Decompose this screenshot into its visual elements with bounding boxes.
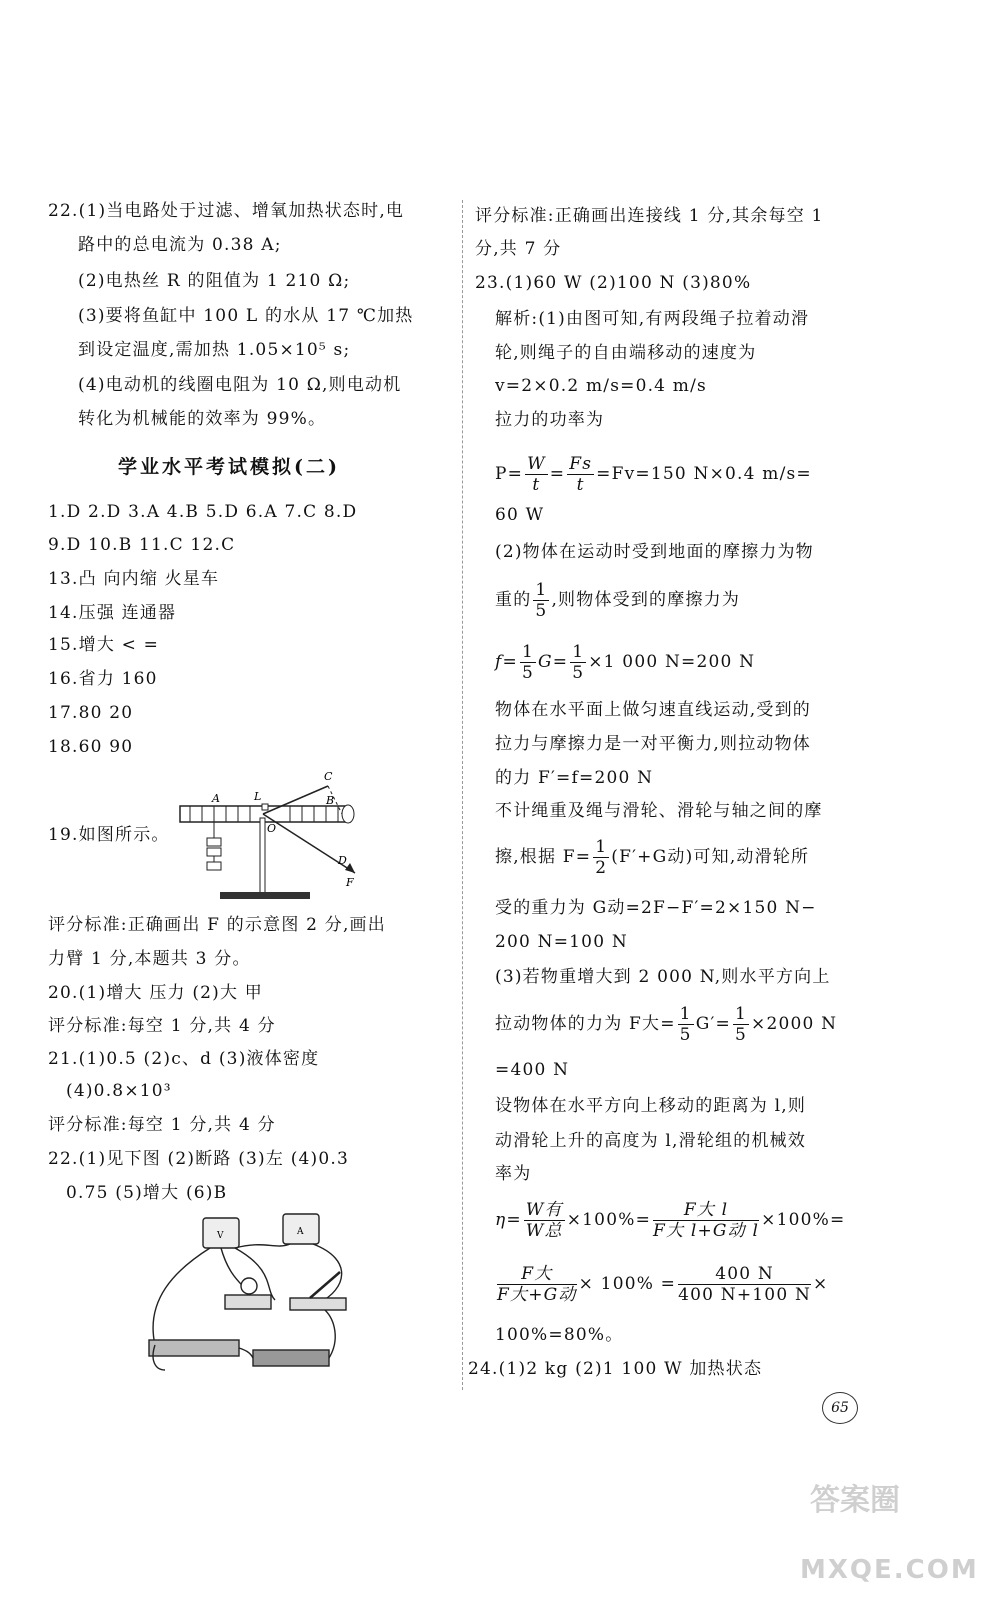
answer-line: 9.D 10.B 11.C 12.C bbox=[48, 535, 236, 555]
analysis-line: 轮,则绳子的自由端移动的速度为 bbox=[495, 343, 757, 363]
watermark: 答案圈 bbox=[810, 1483, 900, 1518]
voltmeter-label: V bbox=[217, 1231, 224, 1241]
q19-text: 19.如图所示。 bbox=[48, 825, 170, 845]
label-b: B bbox=[326, 794, 335, 807]
efficiency-formula-2: $\frac{\text{F大}}{\text{F大+G动}}$ × 100% = $\frac{400 N}{400 N+100 N}$ × bbox=[497, 1264, 829, 1305]
analysis-line: (3)若物重增大到 2 000 N,则水平方向上 bbox=[495, 967, 831, 987]
analysis-line: (2)物体在运动时受到地面的摩擦力为物 bbox=[495, 542, 814, 562]
analysis-line: 拉力的功率为 bbox=[495, 410, 605, 430]
answer-line: 18.60 90 bbox=[48, 737, 134, 757]
q22-line-3: (2)电热丝 R 的阻值为 1 210 Ω; bbox=[78, 271, 351, 291]
bulb-base bbox=[225, 1295, 271, 1309]
q22-line-1: 22.(1)当电路处于过滤、增氧加热状态时,电 bbox=[48, 201, 405, 221]
power-formula: P= $\frac{W}{t}$ = $\frac{Fs}{t}$ =Fv=150 N×0.4 m/s= bbox=[495, 454, 812, 495]
analysis-line: 物体在水平面上做匀速直线运动,受到的 bbox=[495, 700, 812, 720]
label-d: D bbox=[338, 854, 347, 867]
circuit-diagram bbox=[135, 1210, 375, 1380]
switch-base bbox=[290, 1298, 346, 1310]
q19-score-1: 评分标准:正确画出 F 的示意图 2 分,画出 bbox=[48, 915, 386, 935]
analysis-line: =400 N bbox=[495, 1060, 570, 1080]
analysis-line: 的力 F′=f=200 N bbox=[495, 768, 654, 788]
analysis-line: 200 N=100 N bbox=[495, 932, 628, 952]
friction-formula: f= $\frac{1}{5}$ G= $\frac{1}{5}$ ×1 000 N=200 N bbox=[495, 642, 756, 683]
analysis-line: 100%=80%。 bbox=[495, 1325, 624, 1345]
q23-answers: 23.(1)60 W (2)100 N (3)80% bbox=[475, 273, 752, 293]
analysis-line: 60 W bbox=[495, 505, 545, 525]
switch-lever bbox=[310, 1272, 340, 1298]
bulb bbox=[241, 1278, 257, 1294]
fraction-line: 擦,根据 F= $\frac{1}{2}$ (F′+G动)可知,动滑轮所 bbox=[495, 837, 810, 878]
label-l: L bbox=[254, 790, 262, 803]
weight-1 bbox=[207, 838, 221, 846]
lever-diagram bbox=[170, 768, 370, 908]
q22b-line-2: 0.75 (5)增大 (6)B bbox=[66, 1183, 228, 1203]
analysis-line: 设物体在水平方向上移动的距离为 l,则 bbox=[495, 1096, 807, 1116]
q22-line-5: 到设定温度,需加热 1.05×10⁵ s; bbox=[78, 340, 351, 360]
label-c: C bbox=[324, 770, 333, 783]
q21-line-2: (4)0.8×10³ bbox=[66, 1081, 172, 1101]
answer-line: 17.80 20 bbox=[48, 703, 134, 723]
r-score-2: 分,共 7 分 bbox=[475, 239, 562, 259]
q22-line-7: 转化为机械能的效率为 99%。 bbox=[78, 409, 327, 429]
column-divider bbox=[462, 200, 464, 1390]
rheostat bbox=[149, 1340, 239, 1356]
answer-line: 15.增大 < = bbox=[48, 635, 160, 655]
analysis-line: 率为 bbox=[495, 1164, 532, 1184]
stand-pole bbox=[260, 818, 265, 898]
q19-score-2: 力臂 1 分,本题共 3 分。 bbox=[48, 949, 251, 969]
analysis-line: 动滑轮上升的高度为 l,滑轮组的机械效 bbox=[495, 1131, 807, 1151]
answer-line: 16.省力 160 bbox=[48, 669, 158, 689]
r-score-1: 评分标准:正确画出连接线 1 分,其余每空 1 bbox=[475, 206, 824, 226]
fraction-line: 拉动物体的力为 F大= $\frac{1}{5}$ G′= $\frac{1}{5}$ ×2000 N bbox=[495, 1004, 838, 1045]
efficiency-formula-1: η= $\frac{\text{W有}}{\text{W总}}$ ×100%= $\frac{\text{F大 l}}{\text{F大 l+G动 l}}$ ×100%= bbox=[495, 1200, 846, 1241]
page-number: 65 bbox=[822, 1392, 858, 1424]
lever-end-knob bbox=[342, 805, 354, 823]
q22-line-6: (4)电动机的线圈电阻为 10 Ω,则电动机 bbox=[78, 375, 402, 395]
q21-score: 评分标准:每空 1 分,共 4 分 bbox=[48, 1115, 276, 1135]
watermark-url: MXQE.COM bbox=[800, 1555, 979, 1585]
analysis-line: 解析:(1)由图可知,有两段绳子拉着动滑 bbox=[495, 309, 810, 329]
battery bbox=[253, 1350, 329, 1366]
analysis-line: 拉力与摩擦力是一对平衡力,则拉动物体 bbox=[495, 734, 812, 754]
q21-line-1: 21.(1)0.5 (2)c、d (3)液体密度 bbox=[48, 1049, 320, 1069]
q22-line-2: 路中的总电流为 0.38 A; bbox=[78, 235, 282, 255]
answer-line: 14.压强 连通器 bbox=[48, 603, 177, 623]
weight-2 bbox=[207, 848, 221, 856]
analysis-line: 受的重力为 G动=2F−F′=2×150 N− bbox=[495, 898, 817, 918]
stand-base bbox=[220, 892, 310, 899]
label-a: A bbox=[212, 792, 220, 805]
q22b-line-1: 22.(1)见下图 (2)断路 (3)左 (4)0.3 bbox=[48, 1149, 350, 1169]
analysis-line: v=2×0.2 m/s=0.4 m/s bbox=[495, 376, 707, 396]
q22-line-4: (3)要将鱼缸中 100 L 的水从 17 ℃加热 bbox=[78, 306, 414, 326]
label-f: F bbox=[346, 876, 354, 889]
ammeter-label: A bbox=[297, 1227, 304, 1237]
analysis-line: 不计绳重及绳与滑轮、滑轮与轴之间的摩 bbox=[495, 801, 823, 821]
answer-line: 13.凸 向内缩 火星车 bbox=[48, 569, 220, 589]
q24-answers: 24.(1)2 kg (2)1 100 W 加热状态 bbox=[468, 1359, 763, 1379]
q20-text: 20.(1)增大 压力 (2)大 甲 bbox=[48, 983, 264, 1003]
section-title: 学业水平考试模拟(二) bbox=[118, 456, 340, 478]
fraction-line: 重的 $\frac{1}{5}$ ,则物体受到的摩擦力为 bbox=[495, 580, 741, 621]
weight-3 bbox=[207, 862, 221, 870]
q20-score: 评分标准:每空 1 分,共 4 分 bbox=[48, 1016, 276, 1036]
label-o: O bbox=[267, 822, 277, 835]
answer-line: 1.D 2.D 3.A 4.B 5.D 6.A 7.C 8.D bbox=[48, 502, 358, 522]
